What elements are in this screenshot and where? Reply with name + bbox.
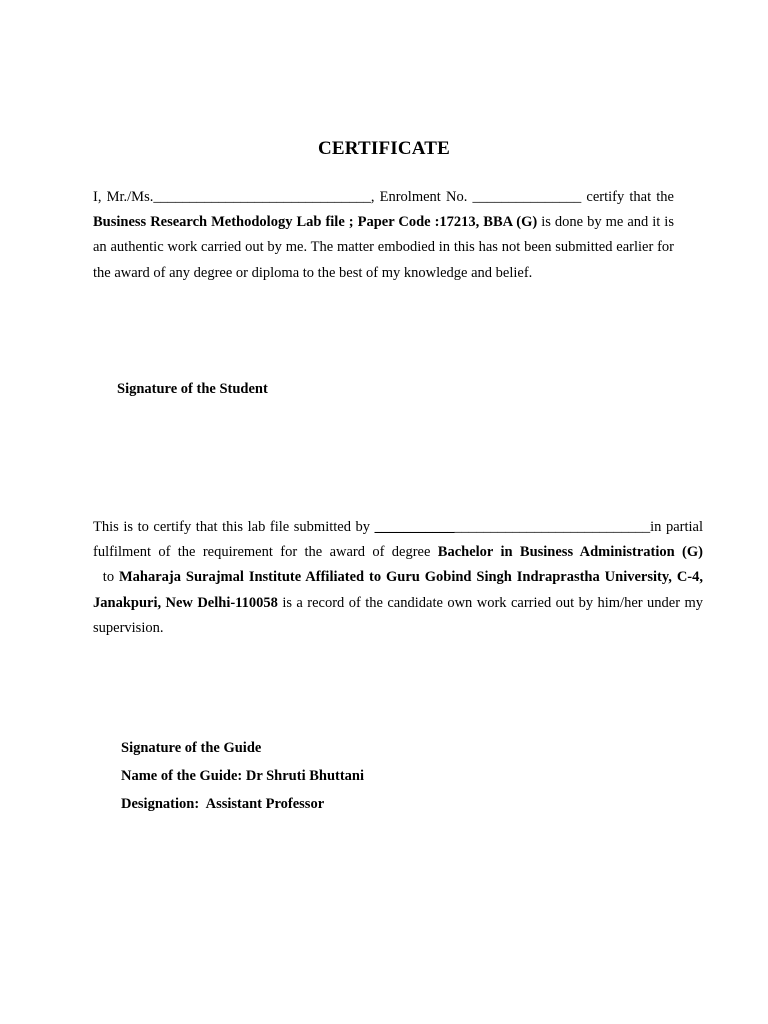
lab-file-and-paper-code: Business Research Methodology Lab file ; Paper Code :17213, BBA (G) (93, 214, 538, 231)
declaration-text-2: is done by me and it is an authentic work carried out by me. The matter embodied in this has not been submitted earlier for the award of any degree or diploma to the best of my knowledge and belief. (93, 214, 674, 281)
certification-text-2: ___________________________in partial fulfilment of the requirement for the award of degree (93, 519, 703, 561)
guide-designation: Designation: Assistant Professor (121, 796, 325, 812)
certification-text-1: This is to certify that this lab file submitted by (93, 519, 375, 535)
certification-text-4: is a record of the candidate own work carried out by him/her under my supervision. (93, 594, 703, 636)
guide-signature-block (121, 739, 364, 823)
student-name-blank-bold: ___________ (374, 519, 455, 535)
guide-certification-paragraph (93, 515, 703, 641)
declaration-text-1: I, Mr./Ms.______________________________, Enrolment No. _______________ certify that the (93, 189, 674, 205)
student-signature-label: Signature of the Student (117, 381, 268, 397)
certification-text-3: to (93, 569, 119, 586)
guide-name: Name of the Guide: Dr Shruti Bhuttani (121, 768, 365, 784)
institute-name: Maharaja Surajmal Institute Affiliated to Guru Gobind Singh Indraprastha University, C-4, Janakpuri, New Delhi-110058 (93, 569, 703, 611)
guide-signature-label: Signature of the Guide (121, 740, 262, 756)
degree-name: Bachelor in Business Administration (G) (437, 544, 703, 561)
certificate-title: CERTIFICATE (317, 138, 451, 159)
student-declaration-paragraph (93, 185, 674, 286)
